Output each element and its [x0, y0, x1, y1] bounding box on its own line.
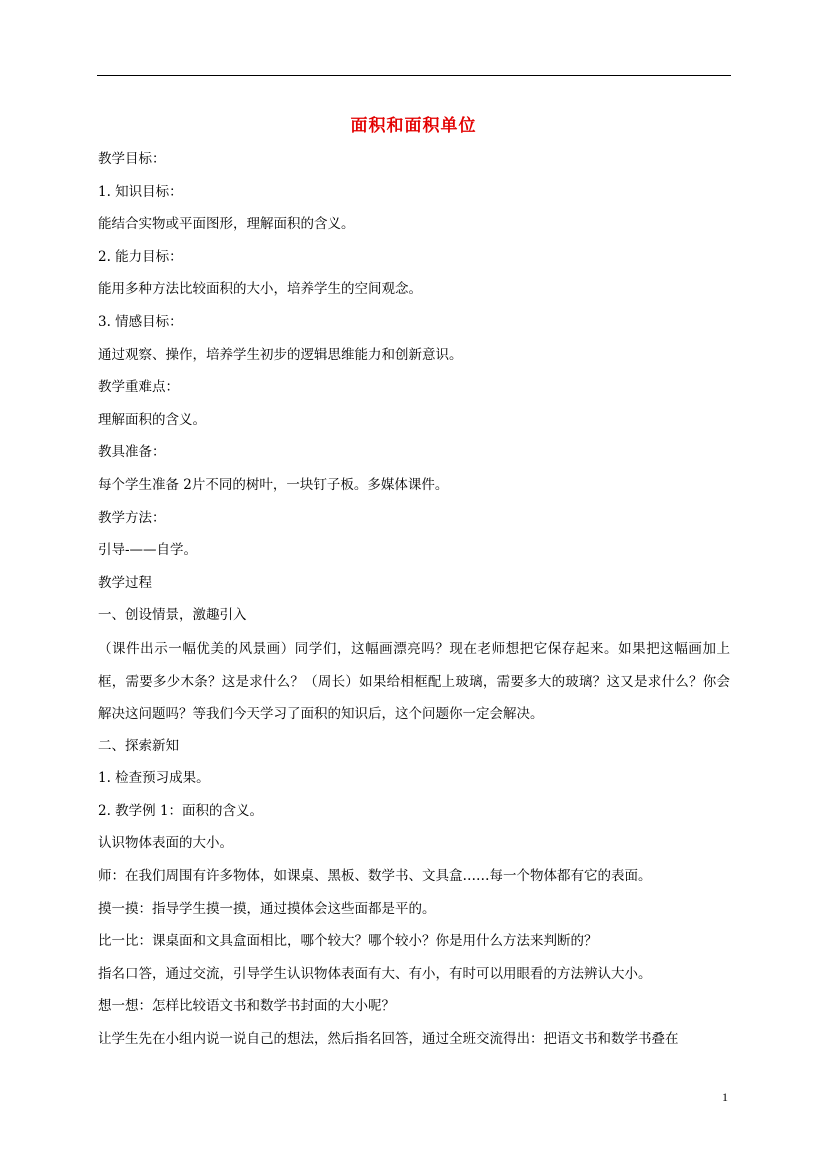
text-line: 指名口答，通过交流，引导学生认识物体表面有大、有小，有时可以用眼看的方法辨认大小。: [98, 965, 652, 982]
text-line: 2. 能力目标：: [98, 248, 183, 265]
text-line: 能结合实物或平面图形，理解面积的含义。: [98, 216, 355, 233]
text-line: 教具准备：: [98, 444, 166, 461]
text-line: 师：在我们周围有许多物体，如课桌、黑板、数学书、文具盒……每一个物体都有它的表面。: [98, 868, 652, 885]
document-title: 面积和面积单位: [350, 116, 477, 136]
text-line: 教学过程: [98, 574, 152, 591]
page-number: 1: [722, 1090, 728, 1104]
text-line: 能用多种方法比较面积的大小，培养学生的空间观念。: [98, 281, 422, 298]
text-line: 3. 情感目标：: [98, 313, 183, 330]
text-line: 认识物体表面的大小。: [98, 835, 233, 852]
text-line: 教学方法：: [98, 509, 166, 526]
text-line: 二、探索新知: [98, 737, 179, 754]
document-body: [98, 148, 730, 1050]
text-line: 一、创设情景，激趣引入: [98, 607, 247, 624]
text-line: 引导-——自学。: [98, 542, 198, 559]
text-line: 理解面积的含义。: [98, 411, 206, 428]
text-line: 1. 知识目标：: [98, 183, 183, 200]
intro-paragraph: （课件出示一幅优美的风景画）同学们，这幅画漂亮吗？现在老师想把它保存起来。如果把这幅画加上框，需要多少木条？这是求什么？（周长）如果给相框配上玻璃，需要多大的玻璃？这又是求什么？你会解决这问题吗？等我们今天学习了面积的知识后，这个问题你一定会解决。: [98, 640, 730, 723]
text-line: 通过观察、操作，培养学生初步的逻辑思维能力和创新意识。: [98, 346, 463, 363]
header-rule: [97, 75, 731, 76]
text-line: 教学重难点：: [98, 379, 179, 396]
text-line: 让学生先在小组内说一说自己的想法，然后指名回答，通过全班交流得出：把语文书和数学书叠在: [98, 1031, 679, 1048]
text-line: 想一想：怎样比较语文书和数学书封面的大小呢？: [98, 998, 395, 1015]
text-line: 摸一摸：指导学生摸一摸，通过摸体会这些面都是平的。: [98, 900, 436, 917]
text-line: 比一比：课桌面和文具盒面相比，哪个较大？哪个较小？你是用什么方法来判断的？: [98, 933, 598, 950]
text-line: 每个学生准备 2片不同的树叶，一块钉子板。多媒体课件。: [98, 476, 449, 493]
text-line: 教学目标：: [98, 151, 166, 167]
text-line: 1. 检查预习成果。: [98, 770, 210, 787]
text-line: 2. 教学例 1：面积的含义。: [98, 802, 264, 819]
